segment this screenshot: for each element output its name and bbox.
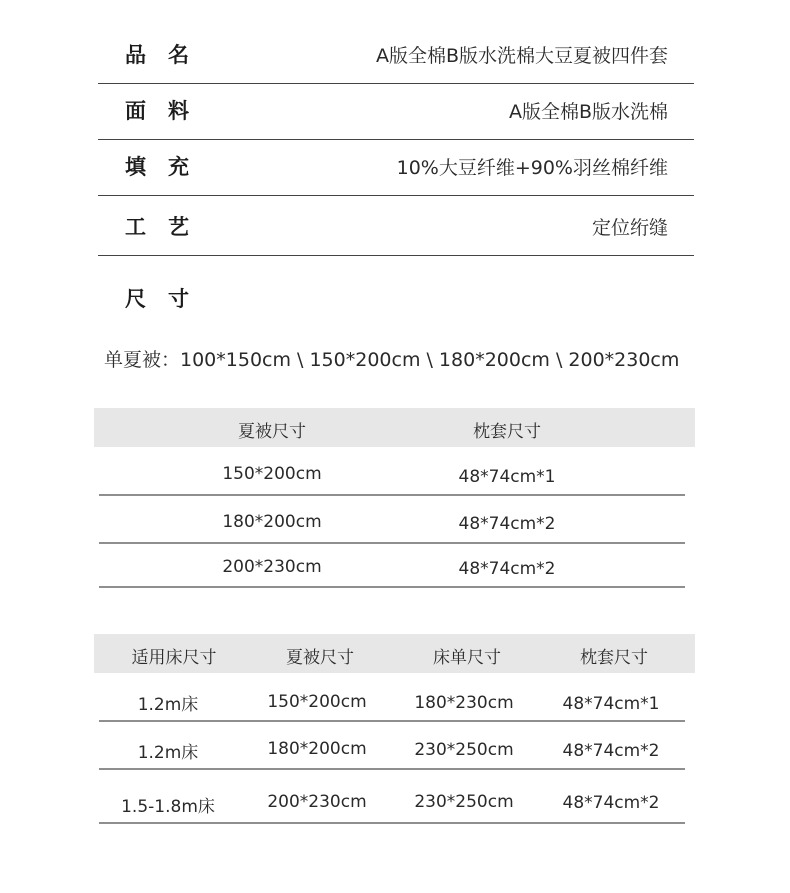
table-cell: 150*200cm	[222, 464, 322, 484]
header-cell: 枕套尺寸	[580, 648, 648, 668]
table-cell: 1.5-1.8m床	[121, 797, 215, 817]
size-table-quilt-pillow	[94, 408, 695, 594]
header-cell: 夏被尺寸	[286, 648, 354, 668]
spec-row-craft	[98, 199, 694, 256]
table-row	[99, 496, 685, 544]
table-cell: 1.2m床	[137, 695, 199, 715]
table-cell: 200*230cm	[267, 792, 367, 812]
table-header	[94, 408, 695, 447]
table-cell: 48*74cm*2	[562, 741, 660, 761]
spec-value: 10%大豆纤维+90%羽丝棉纤维	[396, 157, 668, 179]
table-cell: 48*74cm*2	[458, 514, 556, 534]
spec-value: A版全棉B版水洗棉	[508, 101, 668, 123]
spec-row-product-name	[98, 27, 694, 84]
table-header	[94, 634, 695, 673]
table-row	[99, 770, 685, 824]
table-cell: 230*250cm	[414, 792, 514, 812]
spec-value: A版全棉B版水洗棉大豆夏被四件套	[375, 45, 668, 67]
spec-row-fabric	[98, 83, 694, 140]
table-cell: 1.2m床	[137, 743, 199, 763]
table-cell: 180*200cm	[267, 739, 367, 759]
table-row	[99, 544, 685, 588]
table-cell: 48*74cm*2	[562, 793, 660, 813]
spec-label: 填充	[125, 155, 211, 179]
spec-row-filling	[98, 139, 694, 196]
size-label: 尺寸	[125, 287, 211, 311]
table-cell: 48*74cm*1	[458, 467, 556, 487]
header-cell: 床单尺寸	[433, 648, 501, 668]
spec-label: 面料	[125, 99, 211, 123]
table-row	[99, 673, 685, 722]
spec-value: 定位绗缝	[591, 217, 668, 239]
table-cell: 180*230cm	[414, 693, 514, 713]
header-cell: 适用床尺寸	[131, 648, 217, 668]
table-cell: 180*200cm	[222, 512, 322, 532]
table-cell: 48*74cm*2	[458, 559, 556, 579]
header-cell: 枕套尺寸	[473, 422, 541, 442]
table-cell: 200*230cm	[222, 557, 322, 577]
table-row	[99, 722, 685, 770]
size-table-bed-set	[94, 634, 695, 834]
table-cell: 230*250cm	[414, 740, 514, 760]
spec-label: 品名	[125, 43, 211, 67]
single-quilt-sizes: 单夏被：100*150cm \ 150*200cm \ 180*200cm \ 200*230cm	[104, 349, 680, 371]
table-cell: 150*200cm	[267, 692, 367, 712]
table-cell: 48*74cm*1	[562, 694, 660, 714]
table-row	[99, 447, 685, 496]
header-cell: 夏被尺寸	[238, 422, 306, 442]
spec-label: 工艺	[125, 215, 211, 239]
